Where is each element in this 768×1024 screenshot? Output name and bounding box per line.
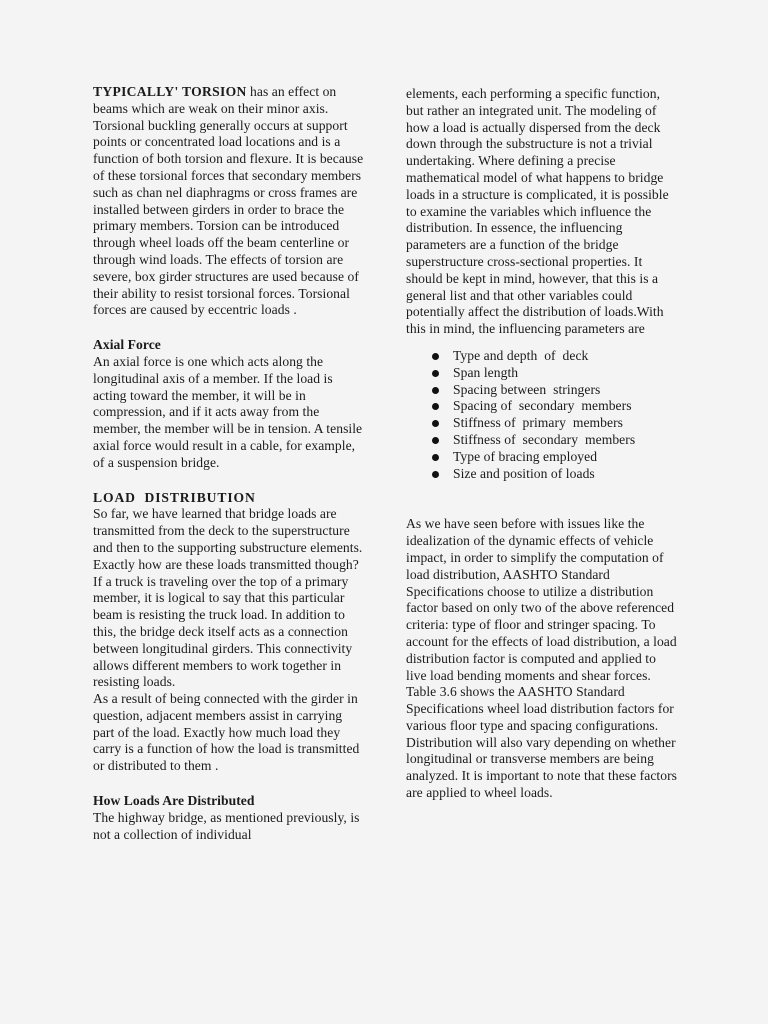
table-reference-paragraph: Table 3.6 shows the AASHTO Standard Specifications wheel load distribution factors for various floor type and spacing configurations. Distribution will also vary depending on whether longitudinal or transverse members are being analyzed. It is important to note that these factors are applied to wheel loads. bbox=[406, 684, 677, 801]
load-distribution-paragraph-2: As a result of being connected with the girder in question, adjacent members assist in carrying part of the load. Exactly how much load they carry is a function of how the load is transmitted or distributed to them . bbox=[93, 691, 360, 774]
torsion-lead: TYPICALLY' TORSION bbox=[93, 84, 247, 99]
torsion-text: has an effect on beams which are weak on their minor axis. Torsional buckling generally occurs at support points or concentrated load locations and is a function of both torsion and flexure. It is because of these torsional forces that secondary members such as chan nel diaphragms or cross frames are installed between girders in order to brace the primary members. Torsion can be introduced through wheel loads off the beam centerline or through wind loads. The effects of torsion are severe, box girder structures are used because of their ability to resist torsional forces. Torsional forces are caused by eccentric loads . bbox=[93, 84, 364, 318]
bullet-icon bbox=[432, 353, 439, 360]
load-distribution-paragraph-1: So far, we have learned that bridge loads are transmitted from the deck to the superstructure and then to the supporting substructure elements. Exactly how are these loads transmitted though? If a truck is traveling over the top of a primary member, it is logical to say that this particular beam is resisting the truck load. In addition to this, the bridge deck itself acts as a connection between longitudinal girders. This connectivity allows different members to work together in resisting loads. bbox=[93, 506, 363, 690]
list-item: Stiffness of secondary members bbox=[406, 432, 678, 449]
list-item: Type and depth of deck bbox=[406, 348, 678, 365]
how-loads-distributed-heading: How Loads Are Distributed bbox=[93, 793, 255, 809]
bullet-icon bbox=[432, 370, 439, 377]
bullet-icon bbox=[432, 437, 439, 444]
right-column bbox=[406, 86, 678, 802]
list-item: Spacing between stringers bbox=[406, 382, 678, 399]
how-loads-distributed-paragraph: The highway bridge, as mentioned previously, is not a collection of individual bbox=[93, 809, 360, 842]
bullet-icon bbox=[432, 387, 439, 394]
torsion-paragraph bbox=[93, 84, 365, 319]
load-distribution-heading: LOAD DISTRIBUTION bbox=[93, 489, 256, 505]
axial-force-paragraph: An axial force is one which acts along the longitudinal axis of a member. If the load is acting toward the member, it will be in compression, and if it acts away from the member, the member will be in tension. A tensile axial force would result in a cable, for example, of a suspension bridge. bbox=[93, 353, 363, 470]
axial-force-heading: Axial Force bbox=[93, 337, 161, 353]
list-item: Type of bracing employed bbox=[406, 449, 678, 466]
bullet-icon bbox=[432, 454, 439, 461]
bullet-icon bbox=[432, 420, 439, 427]
aashto-paragraph: As we have seen before with issues like the idealization of the dynamic effects of vehicle impact, in order to simplify the computation of load distribution, AASHTO Standard Specifications choose to utilize a distribution factor based on only two of the above referenced criteria: type of floor and stringer spacing. To account for the effects of load distribution, a load distribution factor is computed and applied to live load bending moments and shear forces. bbox=[406, 516, 677, 683]
list-item: Spacing of secondary members bbox=[406, 398, 678, 415]
left-column bbox=[93, 84, 365, 843]
list-item: Size and position of loads bbox=[406, 466, 678, 483]
bullet-icon bbox=[432, 403, 439, 410]
list-item: Span length bbox=[406, 365, 678, 382]
continuation-paragraph: elements, each performing a specific function, but rather an integrated unit. The modeling of how a load is actually dispersed from the deck down through the substructure is not a trivial undertaking. Where defining a precise mathematical model of what happens to bridge loads in a structure is complicated, it is possible to examine the variables which influence the distribution. In essence, the influencing parameters are a function of the bridge superstructure cross-sectional properties. It should be kept in mind, however, that this is a general list and that other variables could potentially affect the distribution of loads.With this in mind, the influencing parameters are bbox=[406, 86, 669, 337]
list-item: Stiffness of primary members bbox=[406, 415, 678, 432]
bullet-icon bbox=[432, 471, 439, 478]
influencing-parameters-list bbox=[406, 348, 678, 482]
